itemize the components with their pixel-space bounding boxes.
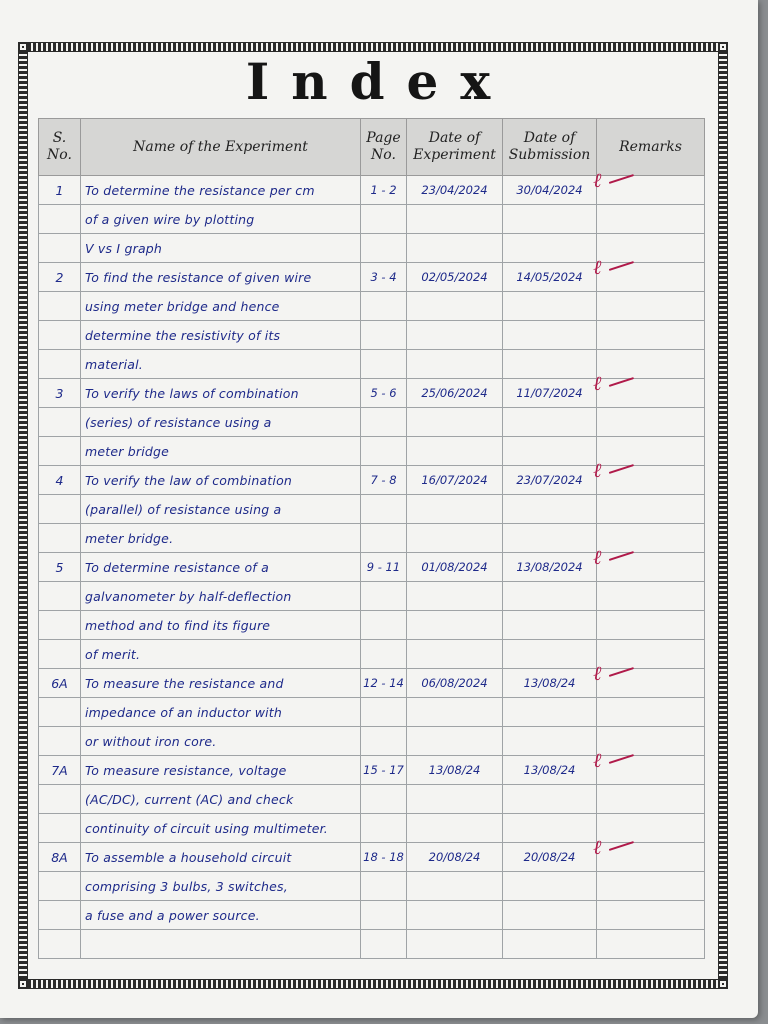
date-of-submission-cell — [503, 901, 597, 930]
remarks-cell — [597, 901, 705, 930]
serial-number-cell — [39, 234, 81, 263]
experiment-name-cell: of merit. — [81, 640, 361, 669]
signature-stroke — [609, 261, 634, 271]
corner-ornament — [18, 42, 28, 52]
experiment-name-cell: To find the resistance of given wire — [81, 263, 361, 292]
signature-stroke — [609, 551, 634, 561]
page-number-cell — [361, 495, 407, 524]
page-number-cell — [361, 611, 407, 640]
page-number-cell — [361, 524, 407, 553]
remarks-cell — [597, 205, 705, 234]
serial-number-cell — [39, 814, 81, 843]
table-row — [39, 176, 705, 205]
date-of-experiment-cell — [407, 640, 503, 669]
remarks-cell — [597, 234, 705, 263]
date-of-experiment-cell — [407, 437, 503, 466]
signature-stroke — [609, 841, 634, 851]
header-date-experiment: Date of Experiment — [407, 119, 503, 176]
page-number-cell — [361, 640, 407, 669]
corner-ornament — [718, 42, 728, 52]
serial-number-cell: 2 — [39, 263, 81, 292]
serial-number-cell — [39, 901, 81, 930]
remarks-cell — [597, 727, 705, 756]
serial-number-cell — [39, 698, 81, 727]
date-of-submission-cell: 11/07/2024 — [503, 379, 597, 408]
experiment-name-cell — [81, 930, 361, 959]
date-of-experiment-cell: 02/05/2024 — [407, 263, 503, 292]
teacher-signature-icon: ℓ — [593, 458, 602, 482]
remarks-cell — [593, 371, 705, 408]
date-of-submission-cell — [503, 814, 597, 843]
date-of-experiment-cell — [407, 611, 503, 640]
date-of-experiment-cell — [407, 872, 503, 901]
date-of-experiment-cell — [407, 495, 503, 524]
date-of-submission-cell — [503, 495, 597, 524]
experiment-name-cell: To verify the law of combination — [81, 466, 361, 495]
remarks-cell — [597, 321, 705, 350]
remarks-cell — [597, 872, 705, 901]
date-of-experiment-cell — [407, 321, 503, 350]
remarks-cell — [597, 437, 705, 466]
remarks-cell — [593, 458, 705, 495]
page-number-cell — [361, 727, 407, 756]
serial-number-cell — [39, 524, 81, 553]
remarks-cell — [597, 814, 705, 843]
teacher-signature-icon: ℓ — [593, 835, 602, 859]
signature-stroke — [609, 667, 634, 677]
date-of-submission-cell — [503, 408, 597, 437]
table-row — [39, 437, 705, 466]
table-row — [39, 234, 705, 263]
date-of-submission-cell — [503, 640, 597, 669]
experiment-name-cell: material. — [81, 350, 361, 379]
experiment-name-cell: galvanometer by half-deflection — [81, 582, 361, 611]
date-of-experiment-cell — [407, 582, 503, 611]
serial-number-cell — [39, 727, 81, 756]
table-row — [39, 901, 705, 930]
experiment-name-cell: To measure resistance, voltage — [81, 756, 361, 785]
serial-number-cell — [39, 495, 81, 524]
date-of-experiment-cell — [407, 785, 503, 814]
experiment-name-cell: a fuse and a power source. — [81, 901, 361, 930]
remarks-cell — [593, 835, 705, 872]
serial-number-cell — [39, 437, 81, 466]
remarks-cell — [597, 611, 705, 640]
remarks-cell — [597, 408, 705, 437]
table-row — [39, 553, 705, 582]
page-number-cell: 12 - 14 — [361, 669, 407, 698]
date-of-submission-cell — [503, 205, 597, 234]
signature-stroke — [609, 464, 634, 474]
date-of-submission-cell — [503, 321, 597, 350]
table-row — [39, 843, 705, 872]
page-number-cell: 1 - 2 — [361, 176, 407, 205]
signature-stroke — [609, 377, 634, 387]
table-row — [39, 669, 705, 698]
date-of-submission-cell — [503, 611, 597, 640]
experiment-name-cell: To assemble a household circuit — [81, 843, 361, 872]
page-title: Index — [245, 52, 513, 111]
table-header-row — [39, 119, 705, 176]
remarks-cell — [597, 524, 705, 553]
table-row — [39, 872, 705, 901]
date-of-experiment-cell — [407, 292, 503, 321]
date-of-submission-cell — [503, 350, 597, 379]
table-row — [39, 582, 705, 611]
date-of-experiment-cell — [407, 814, 503, 843]
remarks-cell — [597, 582, 705, 611]
date-of-experiment-cell — [407, 930, 503, 959]
date-of-submission-cell — [503, 582, 597, 611]
page-number-cell — [361, 698, 407, 727]
date-of-experiment-cell — [407, 350, 503, 379]
table-row — [39, 292, 705, 321]
remarks-cell — [593, 748, 705, 785]
experiment-name-cell: impedance of an inductor with — [81, 698, 361, 727]
serial-number-cell — [39, 930, 81, 959]
date-of-experiment-cell — [407, 727, 503, 756]
signature-stroke — [609, 754, 634, 764]
experiment-name-cell: To determine resistance of a — [81, 553, 361, 582]
header-sno: S. No. — [39, 119, 81, 176]
experiment-name-cell: continuity of circuit using multimeter. — [81, 814, 361, 843]
experiment-name-cell: determine the resistivity of its — [81, 321, 361, 350]
serial-number-cell — [39, 872, 81, 901]
experiment-name-cell: To determine the resistance per cm — [81, 176, 361, 205]
table-row — [39, 495, 705, 524]
date-of-submission-cell — [503, 292, 597, 321]
serial-number-cell: 6A — [39, 669, 81, 698]
table-row — [39, 814, 705, 843]
experiment-name-cell: using meter bridge and hence — [81, 292, 361, 321]
teacher-signature-icon: ℓ — [593, 661, 602, 685]
date-of-experiment-cell: 25/06/2024 — [407, 379, 503, 408]
date-of-experiment-cell: 23/04/2024 — [407, 176, 503, 205]
serial-number-cell — [39, 640, 81, 669]
page-number-cell — [361, 350, 407, 379]
page-number-cell — [361, 930, 407, 959]
page-number-cell — [361, 582, 407, 611]
date-of-experiment-cell: 20/08/24 — [407, 843, 503, 872]
page-number-cell: 5 - 6 — [361, 379, 407, 408]
table-row — [39, 785, 705, 814]
page-number-cell: 15 - 17 — [361, 756, 407, 785]
date-of-submission-cell: 13/08/24 — [503, 669, 597, 698]
bottom-border — [28, 979, 718, 989]
remarks-cell — [597, 785, 705, 814]
table-row — [39, 611, 705, 640]
table-row — [39, 379, 705, 408]
page-number-cell — [361, 437, 407, 466]
teacher-signature-icon: ℓ — [593, 168, 602, 192]
corner-ornament — [18, 979, 28, 989]
remarks-cell — [597, 350, 705, 379]
table-row — [39, 727, 705, 756]
date-of-submission-cell — [503, 234, 597, 263]
date-of-submission-cell: 13/08/24 — [503, 756, 597, 785]
remarks-cell — [593, 255, 705, 292]
experiment-name-cell: meter bridge. — [81, 524, 361, 553]
serial-number-cell: 7A — [39, 756, 81, 785]
teacher-signature-icon: ℓ — [593, 748, 602, 772]
signature-stroke — [609, 174, 634, 184]
date-of-experiment-cell: 16/07/2024 — [407, 466, 503, 495]
experiment-name-cell: method and to find its figure — [81, 611, 361, 640]
page-number-cell — [361, 872, 407, 901]
experiment-name-cell: of a given wire by plotting — [81, 205, 361, 234]
page-number-cell: 3 - 4 — [361, 263, 407, 292]
right-border — [718, 52, 728, 979]
date-of-submission-cell — [503, 785, 597, 814]
teacher-signature-icon: ℓ — [593, 371, 602, 395]
serial-number-cell — [39, 321, 81, 350]
corner-ornament — [718, 979, 728, 989]
page-number-cell: 7 - 8 — [361, 466, 407, 495]
serial-number-cell — [39, 582, 81, 611]
date-of-experiment-cell — [407, 205, 503, 234]
serial-number-cell — [39, 785, 81, 814]
experiment-name-cell: To verify the laws of combination — [81, 379, 361, 408]
experiment-name-cell: To measure the resistance and — [81, 669, 361, 698]
table-row — [39, 698, 705, 727]
experiment-name-cell: (AC/DC), current (AC) and check — [81, 785, 361, 814]
header-date-submission: Date of Submission — [503, 119, 597, 176]
serial-number-cell: 3 — [39, 379, 81, 408]
serial-number-cell: 5 — [39, 553, 81, 582]
teacher-signature-icon: ℓ — [593, 255, 602, 279]
date-of-experiment-cell — [407, 234, 503, 263]
page-number-cell — [361, 292, 407, 321]
experiment-name-cell: V vs I graph — [81, 234, 361, 263]
date-of-experiment-cell — [407, 901, 503, 930]
remarks-cell — [597, 930, 705, 959]
table-row — [39, 466, 705, 495]
serial-number-cell — [39, 611, 81, 640]
serial-number-cell — [39, 350, 81, 379]
page-number-cell — [361, 901, 407, 930]
header-page: Page No. — [361, 119, 407, 176]
date-of-submission-cell — [503, 727, 597, 756]
table-row — [39, 205, 705, 234]
page-number-cell — [361, 785, 407, 814]
table-row — [39, 640, 705, 669]
remarks-cell — [597, 640, 705, 669]
experiment-name-cell: (parallel) of resistance using a — [81, 495, 361, 524]
serial-number-cell: 4 — [39, 466, 81, 495]
index-table — [38, 118, 705, 959]
remarks-cell — [593, 661, 705, 698]
header-remarks: Remarks — [597, 119, 705, 176]
date-of-submission-cell — [503, 872, 597, 901]
serial-number-cell: 1 — [39, 176, 81, 205]
date-of-experiment-cell — [407, 698, 503, 727]
serial-number-cell: 8A — [39, 843, 81, 872]
remarks-cell — [593, 168, 705, 205]
date-of-submission-cell: 14/05/2024 — [503, 263, 597, 292]
remarks-cell — [597, 495, 705, 524]
date-of-experiment-cell — [407, 408, 503, 437]
table-row — [39, 321, 705, 350]
table-row — [39, 263, 705, 292]
table-row — [39, 524, 705, 553]
experiment-name-cell: meter bridge — [81, 437, 361, 466]
page-number-cell — [361, 234, 407, 263]
date-of-submission-cell — [503, 524, 597, 553]
date-of-submission-cell — [503, 698, 597, 727]
remarks-cell — [593, 545, 705, 582]
remarks-cell — [597, 292, 705, 321]
left-border — [18, 52, 28, 979]
serial-number-cell — [39, 292, 81, 321]
date-of-submission-cell: 30/04/2024 — [503, 176, 597, 205]
serial-number-cell — [39, 205, 81, 234]
teacher-signature-icon: ℓ — [593, 545, 602, 569]
header-name: Name of the Experiment — [81, 119, 361, 176]
page-number-cell — [361, 408, 407, 437]
top-border — [28, 42, 718, 52]
experiment-name-cell: (series) of resistance using a — [81, 408, 361, 437]
date-of-experiment-cell: 06/08/2024 — [407, 669, 503, 698]
date-of-submission-cell: 20/08/24 — [503, 843, 597, 872]
table-row — [39, 756, 705, 785]
table-row — [39, 408, 705, 437]
date-of-submission-cell: 13/08/2024 — [503, 553, 597, 582]
serial-number-cell — [39, 408, 81, 437]
date-of-experiment-cell: 13/08/24 — [407, 756, 503, 785]
table-row — [39, 930, 705, 959]
page-number-cell: 18 - 18 — [361, 843, 407, 872]
page-number-cell: 9 - 11 — [361, 553, 407, 582]
page-number-cell — [361, 814, 407, 843]
experiment-name-cell: or without iron core. — [81, 727, 361, 756]
date-of-experiment-cell: 01/08/2024 — [407, 553, 503, 582]
date-of-submission-cell: 23/07/2024 — [503, 466, 597, 495]
date-of-submission-cell — [503, 437, 597, 466]
table-row — [39, 350, 705, 379]
date-of-experiment-cell — [407, 524, 503, 553]
remarks-cell — [597, 698, 705, 727]
page-number-cell — [361, 205, 407, 234]
date-of-submission-cell — [503, 930, 597, 959]
page-number-cell — [361, 321, 407, 350]
experiment-name-cell: comprising 3 bulbs, 3 switches, — [81, 872, 361, 901]
